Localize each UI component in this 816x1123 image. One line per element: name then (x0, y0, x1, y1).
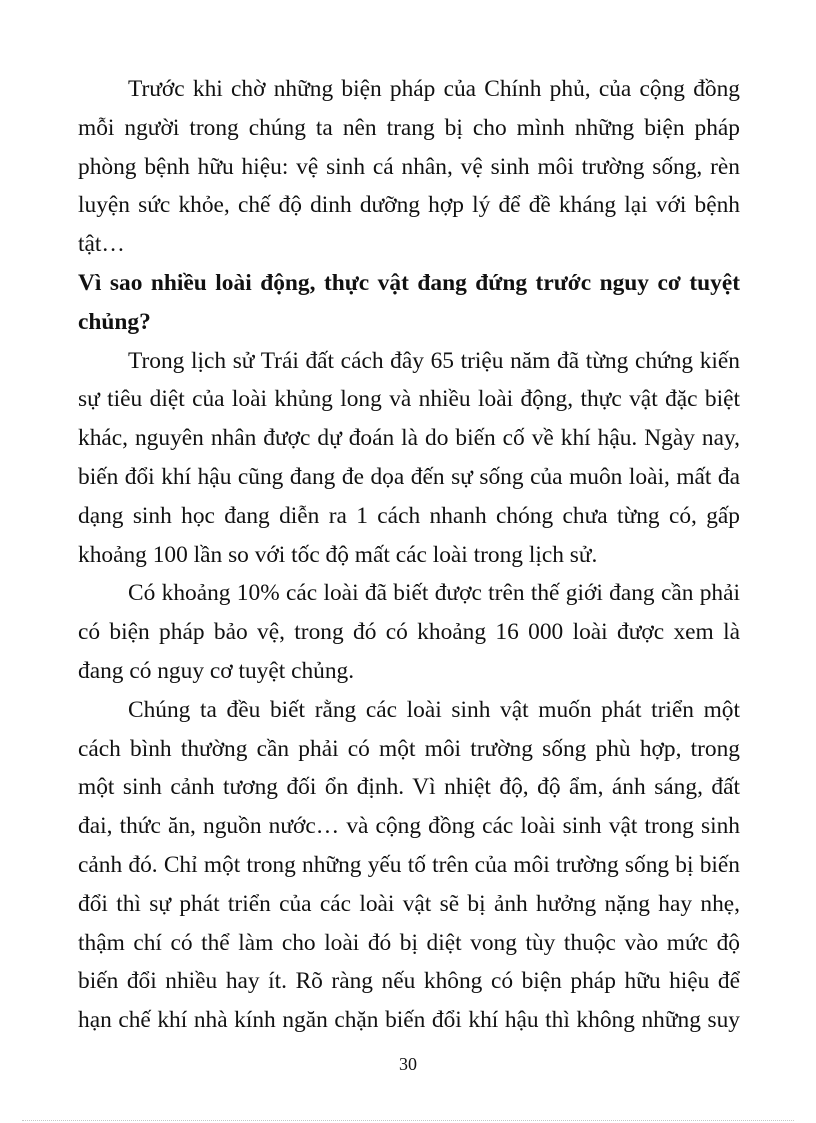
text-line: Chúng ta đều biết rằng các loài sinh vật muốn phát triển một (128, 696, 740, 723)
heading-line: chủng? (78, 308, 151, 335)
text-line: có biện pháp bảo vệ, trong đó có khoảng 16 000 loài được xem là (78, 619, 740, 646)
text-line: dạng sinh học đang diễn ra 1 cách nhanh chóng chưa từng có, gấp (78, 502, 740, 529)
text-line: hạn chế khí nhà kính ngăn chặn biến đổi khí hậu thì không những suy (78, 1007, 740, 1034)
text-line: mỗi người trong chúng ta nên trang bị cho mình những biện pháp (78, 114, 740, 141)
text-line: một sinh cảnh tương đối ổn định. Vì nhiệt độ, độ ẩm, ánh sáng, đất (78, 774, 740, 801)
heading-line: Vì sao nhiều loài động, thực vật đang đứng trước nguy cơ tuyệt (78, 269, 740, 296)
footer-divider (22, 1120, 794, 1121)
section-heading (78, 264, 740, 342)
text-line: biến đổi nhiều hay ít. Rõ ràng nếu không có biện pháp hữu hiệu để (78, 968, 740, 995)
text-line: Có khoảng 10% các loài đã biết được trên thế giới đang cần phải (128, 580, 740, 607)
paragraph-habitat (78, 691, 740, 1040)
text-line: đổi thì sự phát triển của các loài vật sẽ bị ảnh hưởng nặng hay nhẹ, (78, 890, 740, 917)
text-line: biến đổi khí hậu cũng đang đe dọa đến sự sống của muôn loài, mất đa (78, 463, 740, 490)
text-line: cảnh đó. Chỉ một trong những yếu tố trên của môi trường sống bị biến (78, 851, 740, 878)
text-line: tật… (78, 231, 125, 258)
text-line: cách bình thường cần phải có một môi trường sống phù hợp, trong (78, 735, 740, 762)
text-line: luyện sức khỏe, chế độ dinh dưỡng hợp lý để đề kháng lại với bệnh (78, 192, 740, 219)
text-line: khoảng 100 lần so với tốc độ mất các loài trong lịch sử. (78, 541, 598, 568)
text-line: Trong lịch sử Trái đất cách đây 65 triệu năm đã từng chứng kiến (128, 347, 740, 374)
text-line: phòng bệnh hữu hiệu: vệ sinh cá nhân, vệ sinh môi trường sống, rèn (78, 153, 740, 180)
page-number: 30 (399, 1054, 417, 1074)
text-line: đai, thức ăn, nguồn nước… và cộng đồng các loài sinh vật trong sinh (78, 813, 740, 840)
text-line: thậm chí có thể làm cho loài đó bị diệt vong tùy thuộc vào mức độ (78, 929, 740, 956)
text-line: sự tiêu diệt của loài khủng long và nhiều loài động, thực vật đặc biệt (78, 386, 740, 413)
text-line: đang có nguy cơ tuyệt chủng. (78, 657, 355, 684)
paragraph-prevention-measures (78, 70, 740, 264)
text-line: Trước khi chờ những biện pháp của Chính phủ, của cộng đồng (128, 76, 740, 102)
text-line: khác, nguyên nhân được dự đoán là do biến cố về khí hậu. Ngày nay, (78, 425, 740, 452)
paragraph-earth-history (78, 342, 740, 575)
document-page (78, 70, 740, 1040)
paragraph-endangered-species (78, 574, 740, 690)
